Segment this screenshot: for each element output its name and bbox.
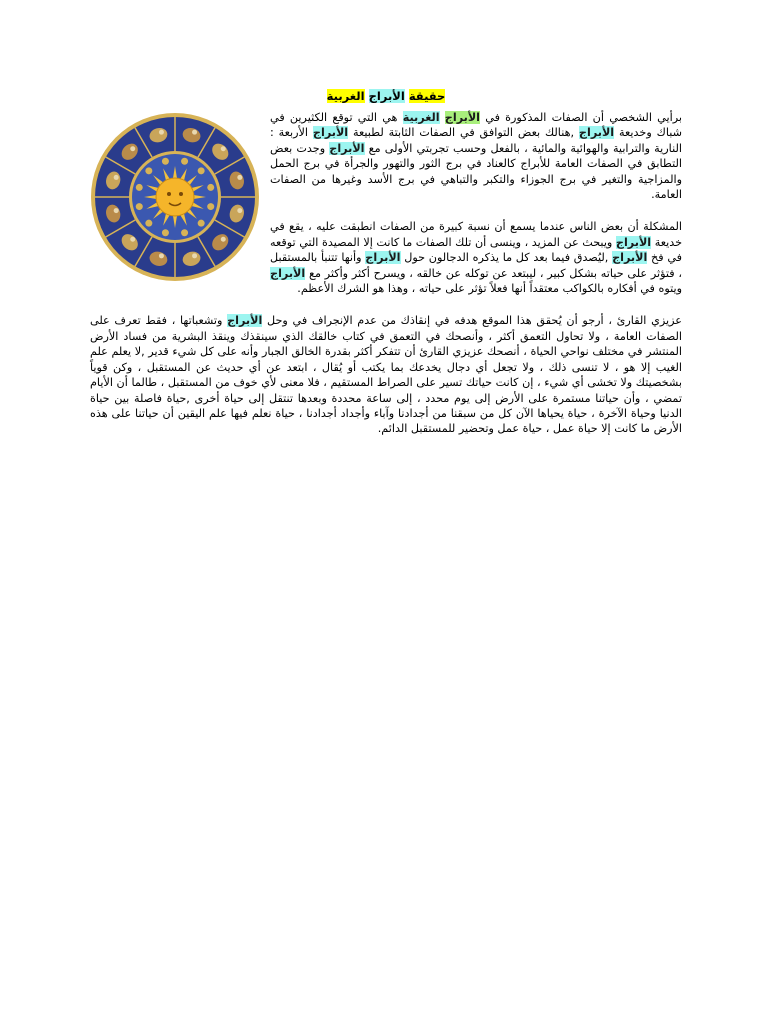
text-run: وجدت بعض التطابق في الصفات العامة للأبراج كالعناد في برج الثور والتهور والجرأة في برج الحمل والمزاجية والتغير في برج الجوزاء والتكبر والتباهي في برج الأسد وغيرها من الصفات العامة.: [270, 141, 682, 202]
zodiac-sign-detail: [159, 130, 164, 135]
zodiac-glyph: [181, 229, 188, 236]
zodiac-sign-detail: [237, 208, 242, 213]
zodiac-glyph: [136, 184, 143, 191]
zodiac-glyph: [136, 203, 143, 210]
highlighted-keyword: الأبراج: [365, 251, 401, 265]
zodiac-sign-detail: [130, 146, 135, 151]
zodiac-glyph: [162, 158, 169, 165]
text-run: وتشعباتها ، فقط تعرف على الصفات العامة ، ولا تحاول التعمق أكثر ، وأنصحك في التعمق في كتاب خالقك الذي سينقذك وينقذ البشرية من فساد الأرض المنتشر في مختلف نواحي الحياة ، أنصحك عزيزي القارئ أن تتفكر أكثر بقدرة الخالق الجبار وأنه على كل شيء قدير ,لا يعلم علم الغيب إلا هو ، لا تنسى ذلك ، ولا تجعل أي دجال يخدعك بما يكتب أو يُقال ، ابتعد عن أي حديث عن المستقبل ، وكن قوياً بشخصيتك ولا تخشى أي شيء ، إن كانت حياتك تسير على الصراط المستقيم ، فلا معنى لأي خوف من المستقبل ، طالما أن الأيام تمضي ، وأن حياتنا مستمرة على الأرض إلى يوم محدد ، إلى ساعة محددة وبعدها تنتقل إلى حياة أخرى ,حياة فاصلة بين حياة الدنيا وحياة الآخرة ، حياة يحياها الآن كل من سبقنا من أجدادنا وآباء وأجداد أجدادنا ، حياة نعلم فيها علم اليقين أن حياتنا على هذه الأرض ما كانت إلا حياة عمل ، حياة عمل وتحضير للمستقبل الدائم.: [90, 314, 682, 436]
highlighted-keyword: الأبراج: [329, 141, 365, 155]
highlighted-keyword: الأبراج: [312, 126, 349, 140]
title-word-1: حقيقة: [408, 89, 446, 103]
highlighted-keyword: الأبراج: [615, 235, 652, 249]
text-run: الأربعة : النارية والترابية والهوائية والمائية ، بالفعل وحسب تجربتي الأولى مع: [270, 126, 682, 155]
zodiac-sign-detail: [159, 253, 164, 258]
zodiac-sign-detail: [192, 253, 197, 258]
zodiac-wheel-icon: [90, 112, 260, 282]
zodiac-glyph: [198, 220, 205, 227]
text-run: برأيي الشخصي أن الصفات المذكورة في: [480, 111, 682, 124]
text-run: ويبحث عن المزيد ، وينسى أن تلك الصفات ما كانت إلا المصيدة التي توقعه في فخ: [270, 235, 682, 265]
document-page: [90, 88, 682, 454]
highlighted-keyword: الأبراج: [612, 251, 648, 265]
zodiac-sign-detail: [114, 175, 119, 180]
zodiac-sign-detail: [192, 130, 197, 135]
paragraph-3-text: [90, 313, 682, 436]
zodiac-sign-detail: [221, 146, 226, 151]
text-run: [440, 111, 445, 124]
zodiac-glyph: [181, 158, 188, 165]
title-word-3: الغربية: [326, 89, 365, 103]
highlighted-keyword: الأبراج: [444, 111, 481, 124]
zodiac-glyph: [207, 203, 214, 210]
text-run: وأنها تتنبأ بالمستقبل ، فتؤثر على حياته بشكل كبير ، ليبتعد عن توكله عن خالقه ، ويسرح أكثر وأكثر مع: [270, 251, 682, 280]
zodiac-glyph: [162, 229, 169, 236]
zodiac-wheel-image: [90, 112, 260, 282]
zodiac-sign-detail: [237, 175, 242, 180]
zodiac-sign-detail: [114, 208, 119, 213]
zodiac-glyph: [145, 167, 152, 174]
zodiac-glyph: [198, 167, 205, 174]
text-run: المشكلة أن بعض الناس عندما يسمع أن نسبة كبيرة من الصفات انطبقت عليه ، يقع في خديعة: [270, 220, 683, 249]
zodiac-glyph: [145, 220, 152, 227]
highlighted-keyword: الأبراج: [270, 266, 306, 280]
paragraph-3: [90, 313, 682, 436]
highlighted-keyword: الأبراج: [227, 314, 263, 328]
title-word-2: الأبراج: [368, 89, 405, 103]
sun-face: [156, 178, 194, 216]
text-run: ,هنالك بعض التوافق في الصفات الثابتة لطبيعة: [348, 126, 579, 140]
zodiac-glyph: [207, 184, 214, 191]
zodiac-sign-detail: [221, 237, 226, 242]
zodiac-sign-detail: [130, 237, 135, 242]
text-run: ويتوه في أفكاره بالكواكب معتقداً أنها فعلاً تؤثر على حياته ، وهذا هو الشرك الأعظم.: [297, 282, 682, 296]
highlighted-keyword: الغربية: [402, 111, 440, 124]
text-run: هي التي توقع الكثيرين في شباك وخديعة: [270, 111, 682, 140]
page-title: [90, 88, 682, 104]
sun-eye: [179, 192, 183, 196]
sun-eye: [167, 192, 171, 196]
highlighted-keyword: الأبراج: [578, 126, 615, 140]
text-run: عزيزي القارئ ، أرجو أن يُحقق هذا الموقع هدفه في إنقاذك من عدم الإنجراف في وحل: [262, 314, 682, 328]
text-run: ,ليُصدق فيما بعد كل ما يذكره الدجالون حول: [400, 251, 613, 265]
